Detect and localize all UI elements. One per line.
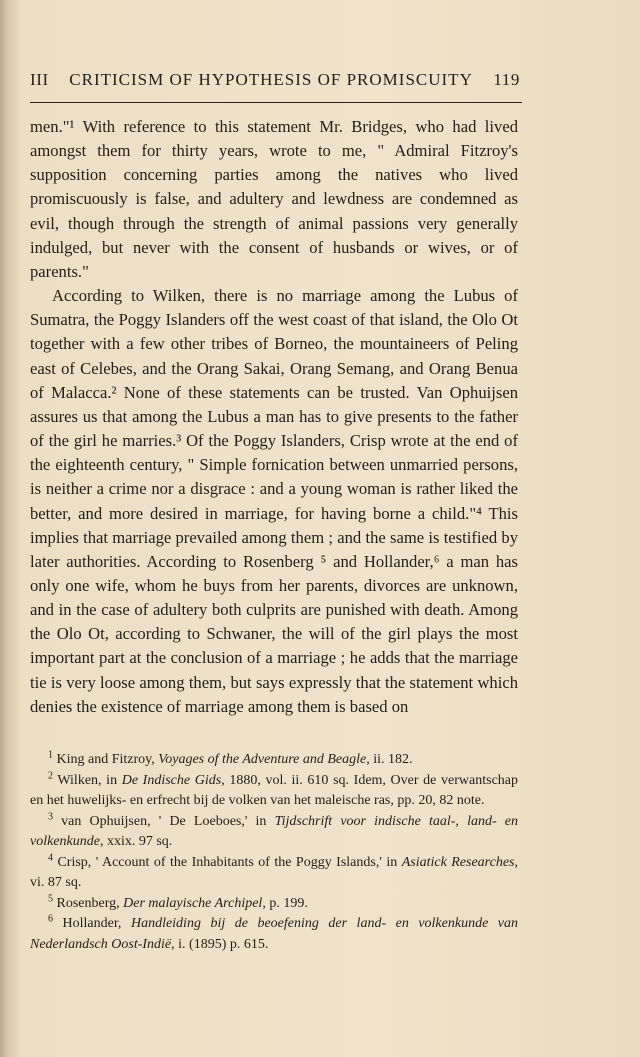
footnote-number: 6: [48, 913, 53, 925]
work-title: De Indische Gids: [121, 772, 222, 788]
footnote-number: 1: [48, 749, 53, 761]
footnote: $^5$ Rosenberg, Der malayische Archipel, p. 199.: [48, 892, 308, 911]
footnote-number: 5: [48, 892, 53, 904]
footnote: $^4$ Crisp, ' Account of the Inhabitants of the Poggy Islands,' in Asiatick Researches, vi. 87 sq.: [30, 851, 518, 890]
footnote: $^6$ Hollander, Handleiding bij de beoefening der land- en volkenkunde van Nederlandsch Oost-Indië, i. (1895) p. 615.: [30, 913, 519, 952]
running-title: CRITICISM OF HYPOTHESIS OF PROMISCUITY: [69, 70, 473, 89]
paragraph: According to Wilken, there is no marriage among the Lubus of Sumatra, the Poggy Islanders off the west coast of that island, the Olo Ot together with a few other tribes of Borneo, the mountaineers of Peling east of Celebes, and the Orang Sakai, Orang Semang, and Orang Benua of Malacca.² None of these statements can be trusted. Van Ophuijsen assures us that among the Lubus a man has to give presents to the father of the girl he marries.³ Of the Poggy Islanders, Crisp wrote at the end of the eighteenth century, " Simple fornication between unmarried persons, is neither a crime nor a disgrace : and a young woman is rather liked the better, and more desired in marriage, for having borne a child."⁴ This implies that marriage prevailed among them ; and the same is testified by later authorities. According to Rosenberg ⁵ and Hollander,⁶ a man has only one wife, whom he buys from her parents, divorces are unknown, and in the case of adultery both culprits are punished with death. Among the Olo Ot, according to Schwaner, the will of the girl plays the most important part at the conclusion of a marriage ; he adds that the marriage tie is very loose among them, but says expressly that the statement which denies the existence of marriage among them is based on: [30, 286, 518, 716]
paragraph: men."¹ With reference to this statement Mr. Bridges, who had lived amongst them for thirty years, wrote to me, " Admiral Fitzroy's supposition concerning parties among the natives who lived promiscuously is false, and adultery and lewdness are condemned as evil, though through the strength of animal passions very generally indulged, but never with the consent of husbands or wives, or of parents.": [30, 117, 518, 281]
footnote: $^1$ King and Fitzroy, Voyages of the Adventure and Beagle, ii. 182.: [48, 749, 413, 767]
work-title: Handleiding bij de beoefening der land- en volkenkunde van Nederlandsch Oost-Indië: [30, 916, 519, 952]
running-header: [30, 70, 520, 90]
footnote-number: 2: [48, 769, 53, 781]
work-title: Asiatick Researches: [401, 854, 515, 870]
work-title: Der malayische Archipel: [123, 895, 263, 911]
footnote-number: 3: [48, 810, 53, 822]
body-text: [30, 115, 518, 719]
page-number: 119: [493, 70, 520, 89]
footnotes: [30, 750, 518, 955]
header-rule: [30, 102, 522, 103]
footnote: $^3$ van Ophuijsen, ' De Loeboes,' in Tijdschrift voor indische taal-, land- en volkenkunde, xxix. 97 sq.: [30, 810, 518, 849]
work-title: Tijdschrift voor indische taal-, land- en volkenkunde: [30, 813, 518, 849]
footnote-number: 4: [48, 851, 53, 863]
chapter-number: III: [30, 70, 49, 89]
work-title: Voyages of the Adventure and Beagle: [158, 752, 367, 767]
footnote: $^2$ Wilken, in De Indische Gids, 1880, vol. ii. 610 sq. Idem, Over de verwantschap en het huwelijks- en erfrecht bij de volken van het maleische ras, pp. 20, 82 note.: [30, 769, 518, 808]
